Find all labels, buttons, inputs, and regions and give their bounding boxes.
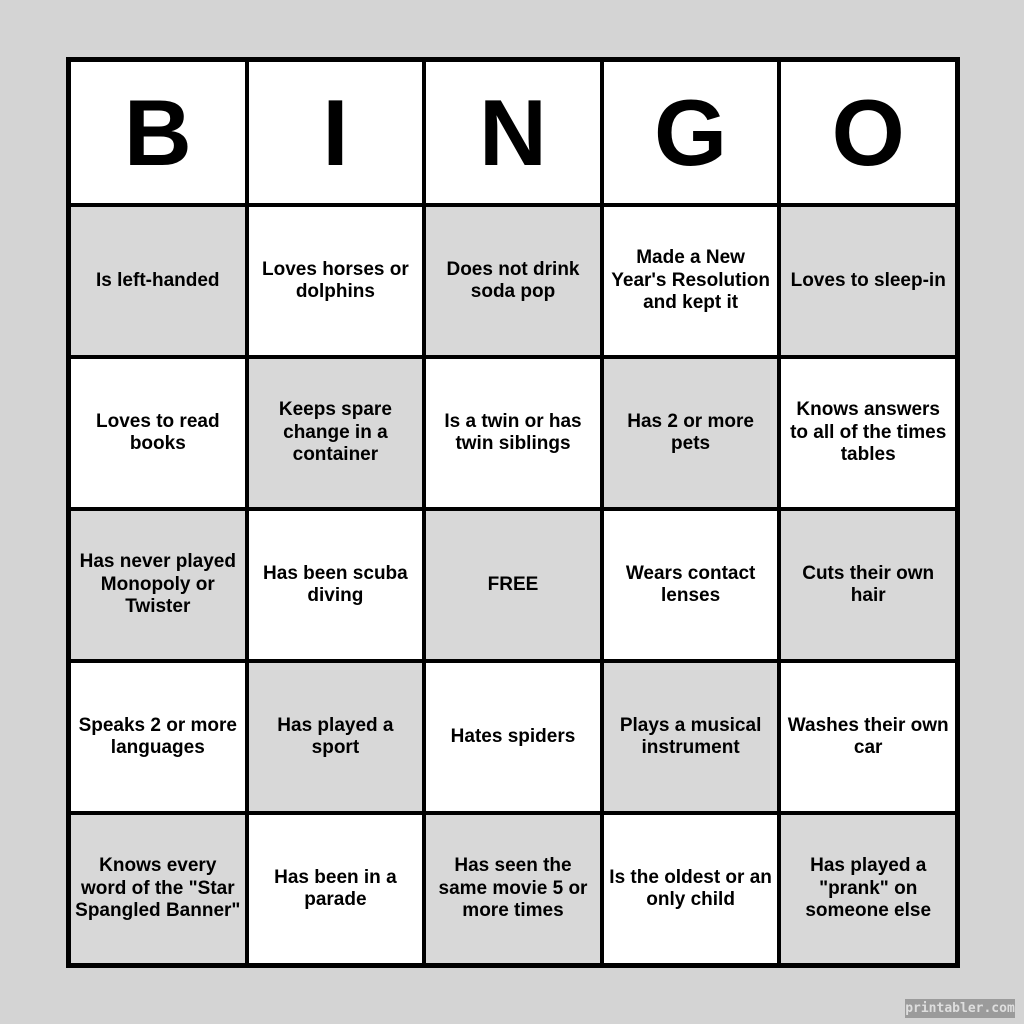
watermark-badge xyxy=(905,999,1015,1018)
bingo-cell-text: Has played a "prank" on someone else xyxy=(805,855,932,922)
bingo-cell-text: Does not drink soda pop xyxy=(446,258,580,302)
bingo-cell-r5c3[interactable] xyxy=(426,815,600,963)
bingo-cell-r2c3[interactable] xyxy=(426,359,600,507)
bingo-cell-r2c4[interactable] xyxy=(604,359,778,507)
bingo-card xyxy=(66,57,960,968)
header-letter-text: O xyxy=(831,79,905,185)
bingo-cell-r5c5[interactable] xyxy=(781,815,955,963)
bingo-cell-text: Keeps spare change in a container xyxy=(278,399,392,466)
bingo-cell-text: Is a twin or has twin siblings xyxy=(444,410,582,454)
bingo-header-letter-n xyxy=(426,62,600,203)
bingo-cell-text: Knows answers to all of the times tables xyxy=(790,399,947,466)
bingo-cell-text: Loves horses or dolphins xyxy=(262,258,409,302)
bingo-cell-r4c3[interactable] xyxy=(426,663,600,811)
bingo-cell-r5c2[interactable] xyxy=(249,815,423,963)
bingo-cell-text: Made a New Year's Resolution and kept it xyxy=(611,247,770,314)
bingo-cell-r1c3[interactable] xyxy=(426,207,600,355)
header-letter-text: G xyxy=(654,79,728,185)
bingo-cell-text: FREE xyxy=(487,573,539,595)
bingo-cell-text: Has seen the same movie 5 or more times xyxy=(438,855,588,922)
bingo-cell-r1c2[interactable] xyxy=(249,207,423,355)
bingo-cell-text: Has been scuba diving xyxy=(263,562,408,606)
bingo-cell-r4c1[interactable] xyxy=(71,663,245,811)
bingo-cell-text: Has 2 or more pets xyxy=(627,410,754,454)
bingo-header-letter-b xyxy=(71,62,245,203)
bingo-cell-text: Wears contact lenses xyxy=(625,562,756,606)
bingo-cell-text: Cuts their own hair xyxy=(802,562,935,606)
bingo-cell-text: Hates spiders xyxy=(450,725,576,747)
bingo-cell-r3c5[interactable] xyxy=(781,511,955,659)
bingo-cell-text: Washes their own car xyxy=(787,714,949,758)
watermark-text: printabler.com xyxy=(905,1001,1015,1016)
bingo-cell-r4c4[interactable] xyxy=(604,663,778,811)
bingo-cell-r4c2[interactable] xyxy=(249,663,423,811)
bingo-cell-r4c5[interactable] xyxy=(781,663,955,811)
bingo-cell-text: Speaks 2 or more languages xyxy=(78,714,237,758)
bingo-cell-text: Plays a musical instrument xyxy=(619,714,762,758)
bingo-cell-text: Has played a sport xyxy=(277,714,394,758)
bingo-cell-r2c5[interactable] xyxy=(781,359,955,507)
bingo-cell-text: Knows every word of the "Star Spangled Banner" xyxy=(75,855,241,922)
bingo-cell-r1c1[interactable] xyxy=(71,207,245,355)
bingo-cell-text: Is the oldest or an only child xyxy=(609,866,772,910)
bingo-cell-r3c2[interactable] xyxy=(249,511,423,659)
bingo-header-letter-o xyxy=(781,62,955,203)
bingo-cell-text: Loves to read books xyxy=(96,410,220,454)
bingo-cell-r3c1[interactable] xyxy=(71,511,245,659)
bingo-cell-text: Has never played Monopoly or Twister xyxy=(79,551,236,618)
bingo-header-letter-g xyxy=(604,62,778,203)
bingo-cell-r2c2[interactable] xyxy=(249,359,423,507)
bingo-cell-r5c1[interactable] xyxy=(71,815,245,963)
bingo-cell-text: Has been in a parade xyxy=(274,866,397,910)
header-letter-text: B xyxy=(123,79,192,185)
bingo-cell-r3c3[interactable] xyxy=(426,511,600,659)
bingo-cell-r3c4[interactable] xyxy=(604,511,778,659)
bingo-cell-text: Is left-handed xyxy=(96,269,220,291)
header-letter-text: N xyxy=(479,79,547,185)
bingo-header-letter-i xyxy=(249,62,423,203)
bingo-cell-r2c1[interactable] xyxy=(71,359,245,507)
bingo-cell-r5c4[interactable] xyxy=(604,815,778,963)
header-letter-text: I xyxy=(322,79,349,185)
bingo-cell-text: Loves to sleep-in xyxy=(790,269,946,291)
bingo-cell-r1c4[interactable] xyxy=(604,207,778,355)
bingo-cell-r1c5[interactable] xyxy=(781,207,955,355)
